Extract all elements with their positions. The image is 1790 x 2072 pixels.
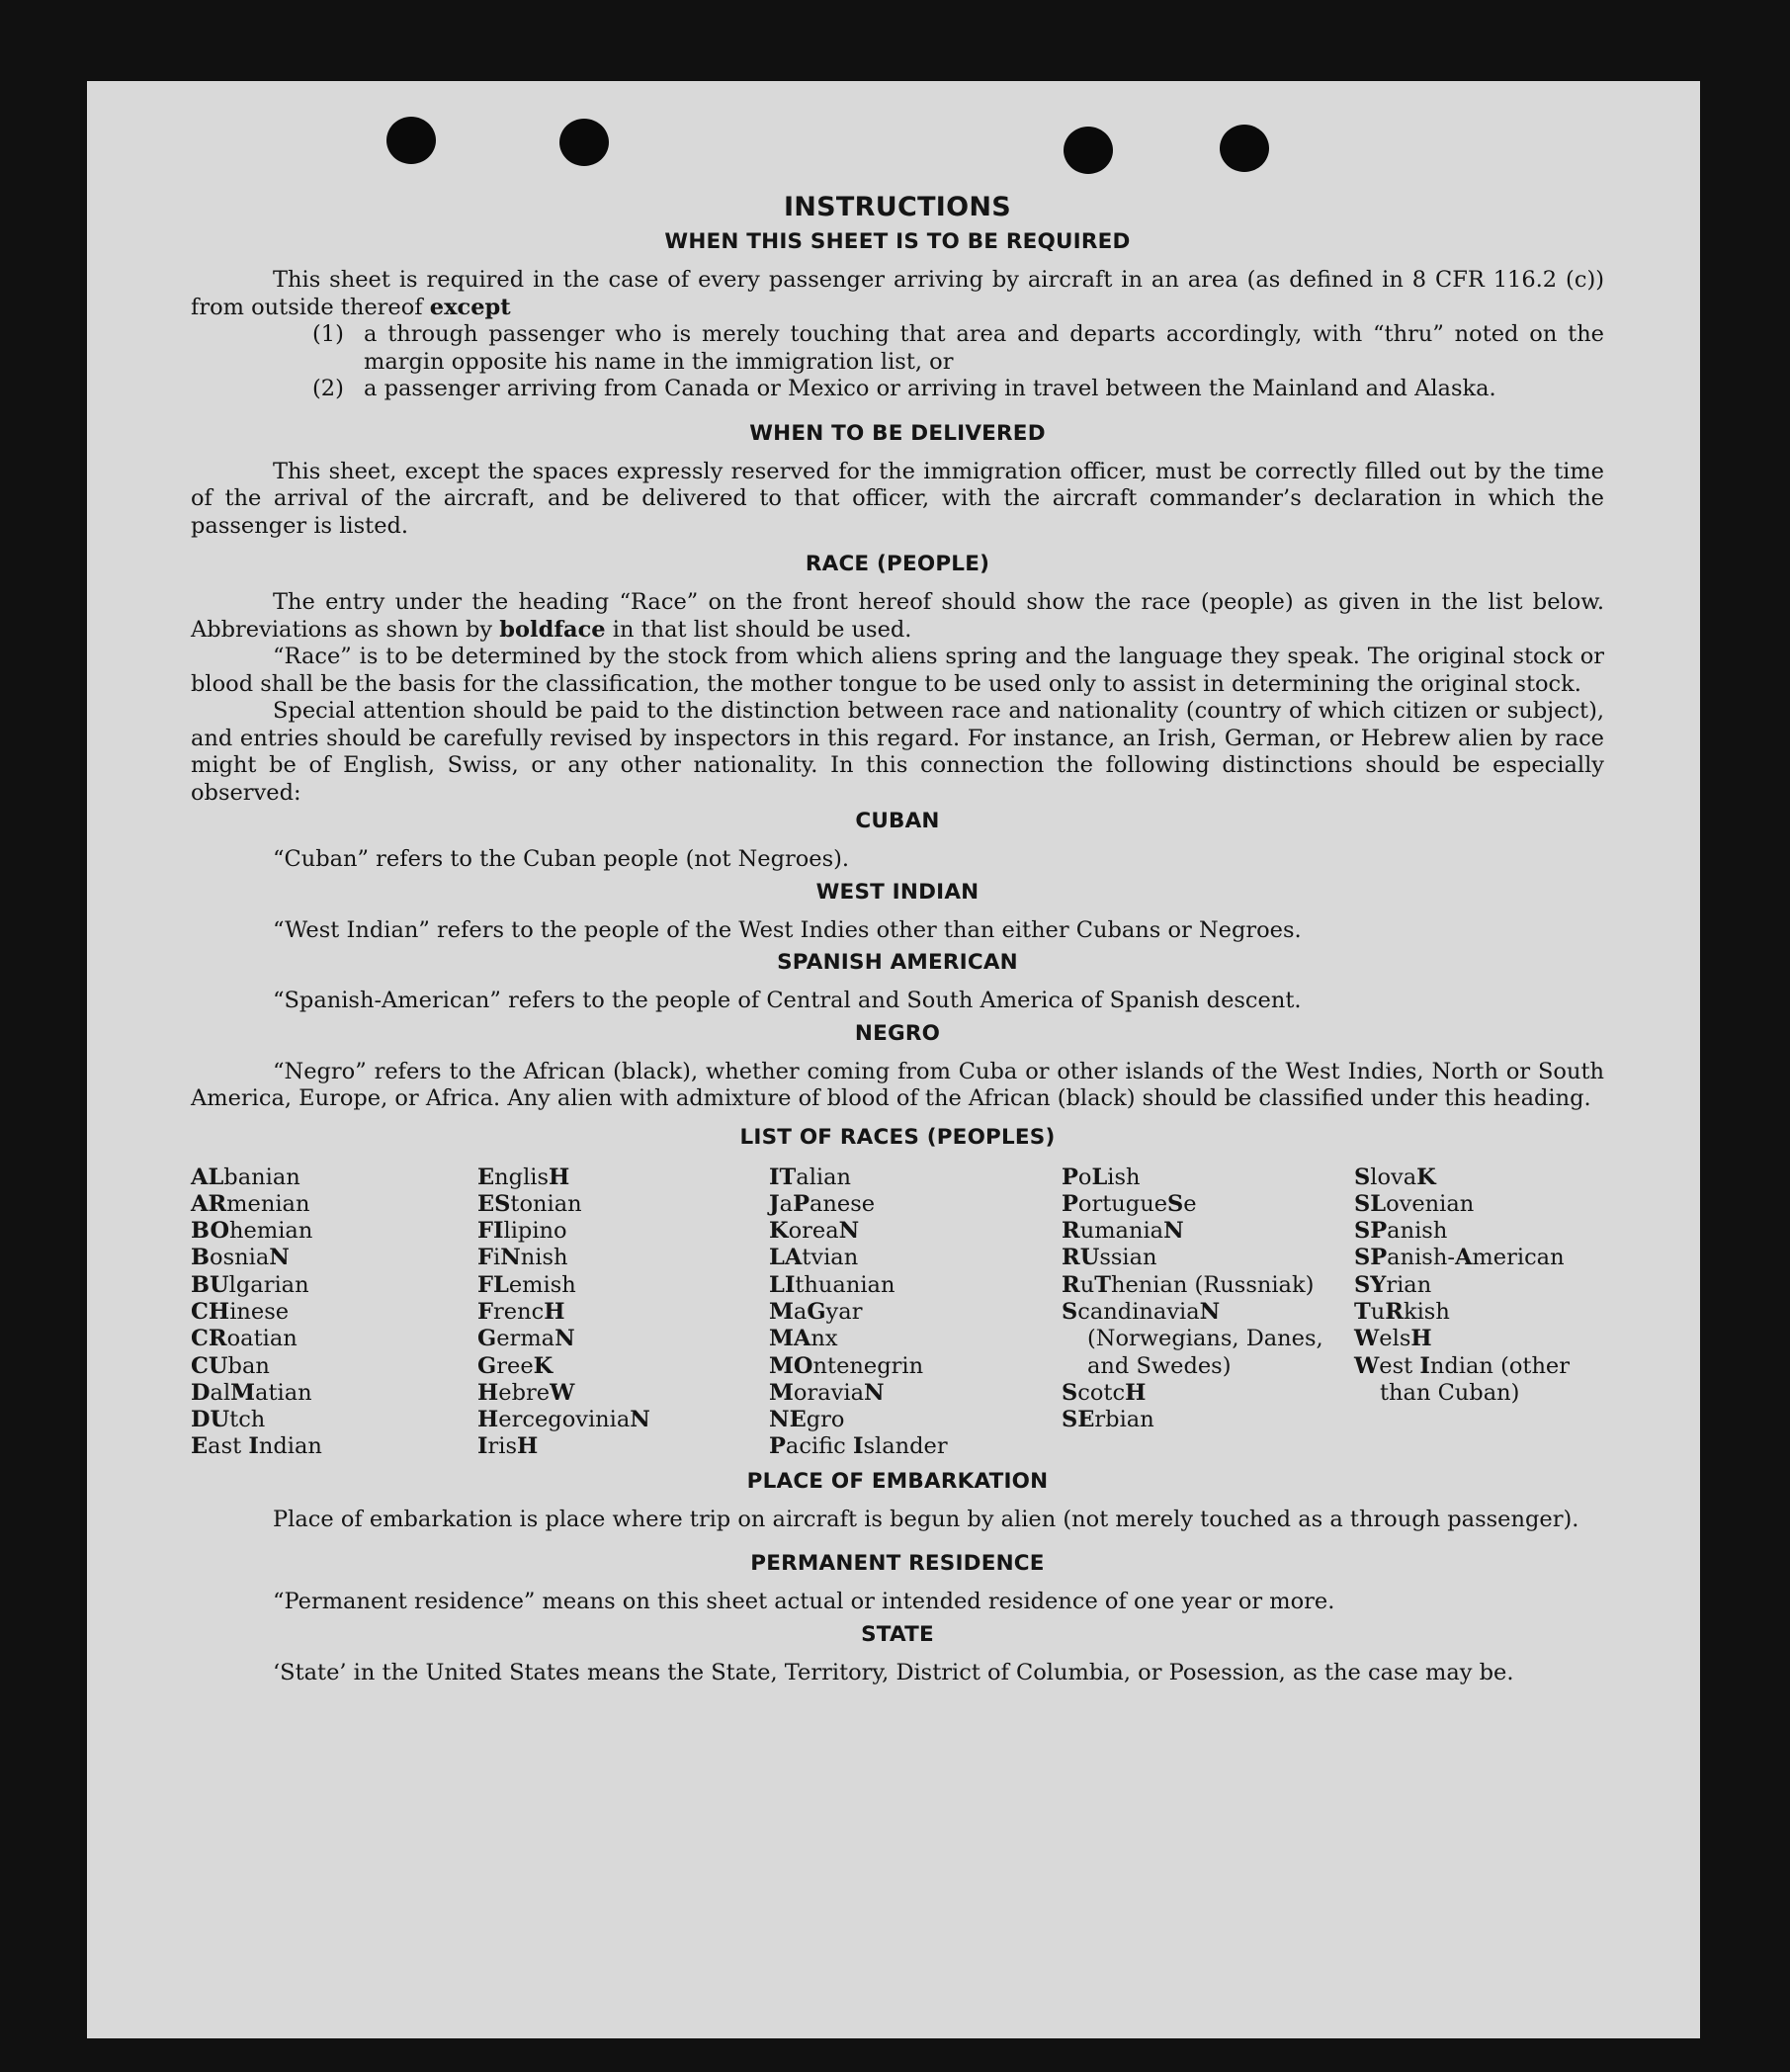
race-column	[191, 1165, 477, 1461]
section-heading-when-required: WHEN THIS SHEET IS TO BE REQUIRED	[664, 229, 1131, 254]
section-heading-list-of-races: LIST OF RACES (PEOPLES)	[739, 1124, 1056, 1150]
race-entry: SPanish	[1354, 1218, 1448, 1245]
race-entry: ARmenian	[191, 1190, 310, 1217]
race-entry: JaPanese	[769, 1190, 876, 1217]
race-entry: East Indian	[191, 1433, 322, 1460]
when-delivered-text: This sheet, except the spaces expressly reserved for the immigration officer, must be correctly filled out by the time of the arrival of the aircraft, and be delivered to that officer, with the aircraft commander’s declaration in which the passenger is listed.	[191, 458, 1604, 539]
section-heading-cuban: CUBAN	[855, 809, 940, 833]
race-entry: BUlgarian	[191, 1271, 309, 1298]
race-column	[477, 1165, 769, 1461]
race-entry: FiNnish	[477, 1245, 568, 1271]
race-column	[769, 1165, 1062, 1461]
section-heading-negro: NEGRO	[854, 1020, 941, 1046]
race-entry: RumaniaN	[1062, 1218, 1184, 1245]
exception-text: a through passenger who is merely touching that area and departs accordingly, with “thru” noted on the margin opposite his name in the immigration list, or	[364, 321, 1604, 375]
instructions-content	[191, 192, 1604, 1686]
race-entry: West Indian (other than Cuban)	[1354, 1352, 1571, 1406]
race-entry: LIthuanian	[769, 1271, 895, 1298]
punch-hole	[386, 117, 436, 164]
race-paragraph: Special attention should be paid to the distinction between race and nationality (country of which citizen or subject), and entries should be carefully revised by inspectors in this regard. For instance, an Irish, German, or Hebrew alien by race might be of English, Swiss, or any other nationality. In this connection the following distinctions should be especially observed:	[191, 698, 1604, 806]
race-entry: GreeK	[477, 1352, 554, 1379]
page-title: INSTRUCTIONS	[783, 192, 1012, 222]
permanent-residence-text: “Permanent residence” means on this sheet actual or intended residence of one year or more.	[273, 1589, 1335, 1615]
race-entry: CUban	[191, 1352, 270, 1379]
race-entry: TuRkish	[1354, 1298, 1450, 1325]
race-entry: SlovaK	[1354, 1164, 1436, 1190]
race-entry: RUssian	[1062, 1245, 1157, 1271]
section-heading-state: STATE	[861, 1621, 934, 1647]
section-heading-west-indian: WEST INDIAN	[815, 879, 980, 905]
west-indian-text: “West Indian” refers to the people of the West Indies other than either Cubans or Negroes.	[273, 916, 1302, 943]
race-entry: EStonian	[477, 1190, 582, 1217]
race-paragraph: The entry under the heading “Race” on the front hereof should show the race (people) as given in the list below. Abbreviations as shown by boldface in that list should be used.	[191, 589, 1604, 643]
section-heading-permanent-residence: PERMANENT RESIDENCE	[750, 1551, 1045, 1577]
race-entry: MAnx	[769, 1326, 838, 1352]
race-entry: IrisH	[477, 1433, 539, 1460]
race-entry: HebreW	[477, 1379, 575, 1406]
race-entry: ScotcH	[1062, 1379, 1147, 1406]
race-paragraph: “Race” is to be determined by the stock from which aliens spring and the language they speak. The original stock or blood shall be the basis for the classification, the mother tongue to be used only to assist in determining the original stock.	[191, 644, 1604, 697]
race-entry: ALbanian	[191, 1164, 300, 1190]
place-of-embarkation-text: Place of embarkation is place where trip on aircraft is begun by alien (not merely touched as a through passenger).	[273, 1506, 1579, 1532]
exception-item	[191, 321, 1604, 376]
cuban-text: “Cuban” refers to the Cuban people (not Negroes).	[273, 846, 850, 872]
state-text: ‘State’ in the United States means the State, Territory, District of Columbia, or Posession, as the case may be.	[273, 1659, 1514, 1685]
race-entry: SPanish-American	[1354, 1245, 1565, 1271]
section-heading-spanish-american: SPANISH AMERICAN	[777, 950, 1018, 975]
race-column	[1354, 1165, 1604, 1461]
race-column	[1062, 1165, 1354, 1461]
race-entry: CHinese	[191, 1298, 290, 1325]
race-entry: MOntenegrin	[769, 1352, 924, 1379]
race-entry: Pacifc Islander	[769, 1433, 948, 1460]
exception-number: (1)	[312, 321, 344, 347]
race-entry: GermaN	[477, 1326, 575, 1352]
negro-text: “Negro” refers to the African (black), whether coming from Cuba or other islands of the West Indies, North or South America, Europe, or Africa. Any alien with admixture of blood of the African (black) should be classified under this heading.	[191, 1058, 1604, 1111]
section-heading-race: RACE (PEOPLE)	[805, 552, 990, 576]
punch-hole	[1220, 125, 1269, 172]
race-entry: MoraviaN	[769, 1379, 885, 1406]
race-entry: SYrian	[1354, 1271, 1432, 1298]
when-required-intro: This sheet is required in the case of every passenger arriving by aircraft in an area (as defined in 8 CFR 116.2 (c)) from outside thereof except	[191, 267, 1604, 320]
punch-hole	[559, 119, 609, 166]
race-entry: EnglisH	[477, 1164, 570, 1190]
race-entry: RuThenian (Russniak)	[1062, 1271, 1315, 1298]
race-entry: NEgro	[769, 1407, 845, 1433]
race-entry: ITalian	[769, 1164, 852, 1190]
race-entry: PortugueSe	[1062, 1190, 1197, 1217]
exception-item	[191, 376, 1604, 403]
race-entry: ScandinaviaN (Norwegians, Danes, and Swedes)	[1062, 1298, 1323, 1379]
section-heading-when-delivered: WHEN TO BE DELIVERED	[749, 420, 1046, 446]
race-entry: KoreaN	[769, 1218, 860, 1245]
race-entry: WelsH	[1354, 1326, 1432, 1352]
race-entry: LAtvian	[769, 1245, 859, 1271]
spanish-american-text: “Spanish-American” refers to the people of Central and South America of Spanish descent.	[273, 988, 1302, 1013]
race-entry: DUtch	[191, 1407, 266, 1433]
race-entry: PoLish	[1062, 1164, 1141, 1190]
race-entry: SLovenian	[1354, 1190, 1475, 1217]
punch-hole	[1064, 127, 1113, 174]
race-entry: BosniaN	[191, 1245, 290, 1271]
race-entry: MaGyar	[769, 1298, 863, 1325]
document-page	[87, 81, 1700, 2038]
races-list	[191, 1165, 1604, 1461]
section-heading-place-of-embarkation: PLACE OF EMBARKATION	[746, 1468, 1049, 1494]
race-entry: CRoatian	[191, 1326, 298, 1352]
race-entry: FIlipino	[477, 1218, 567, 1245]
race-entry: BOhemian	[191, 1218, 313, 1245]
exception-number: (2)	[312, 376, 344, 401]
race-entry: DalMatian	[191, 1379, 312, 1406]
race-entry: FrencH	[477, 1298, 565, 1325]
race-entry: HercegoviniaN	[477, 1407, 650, 1433]
exception-text: a passenger arriving from Canada or Mexico or arriving in travel between the Mainland and Alaska.	[364, 376, 1496, 401]
race-entry: FLemish	[477, 1271, 576, 1298]
race-entry: SErbian	[1062, 1407, 1154, 1433]
